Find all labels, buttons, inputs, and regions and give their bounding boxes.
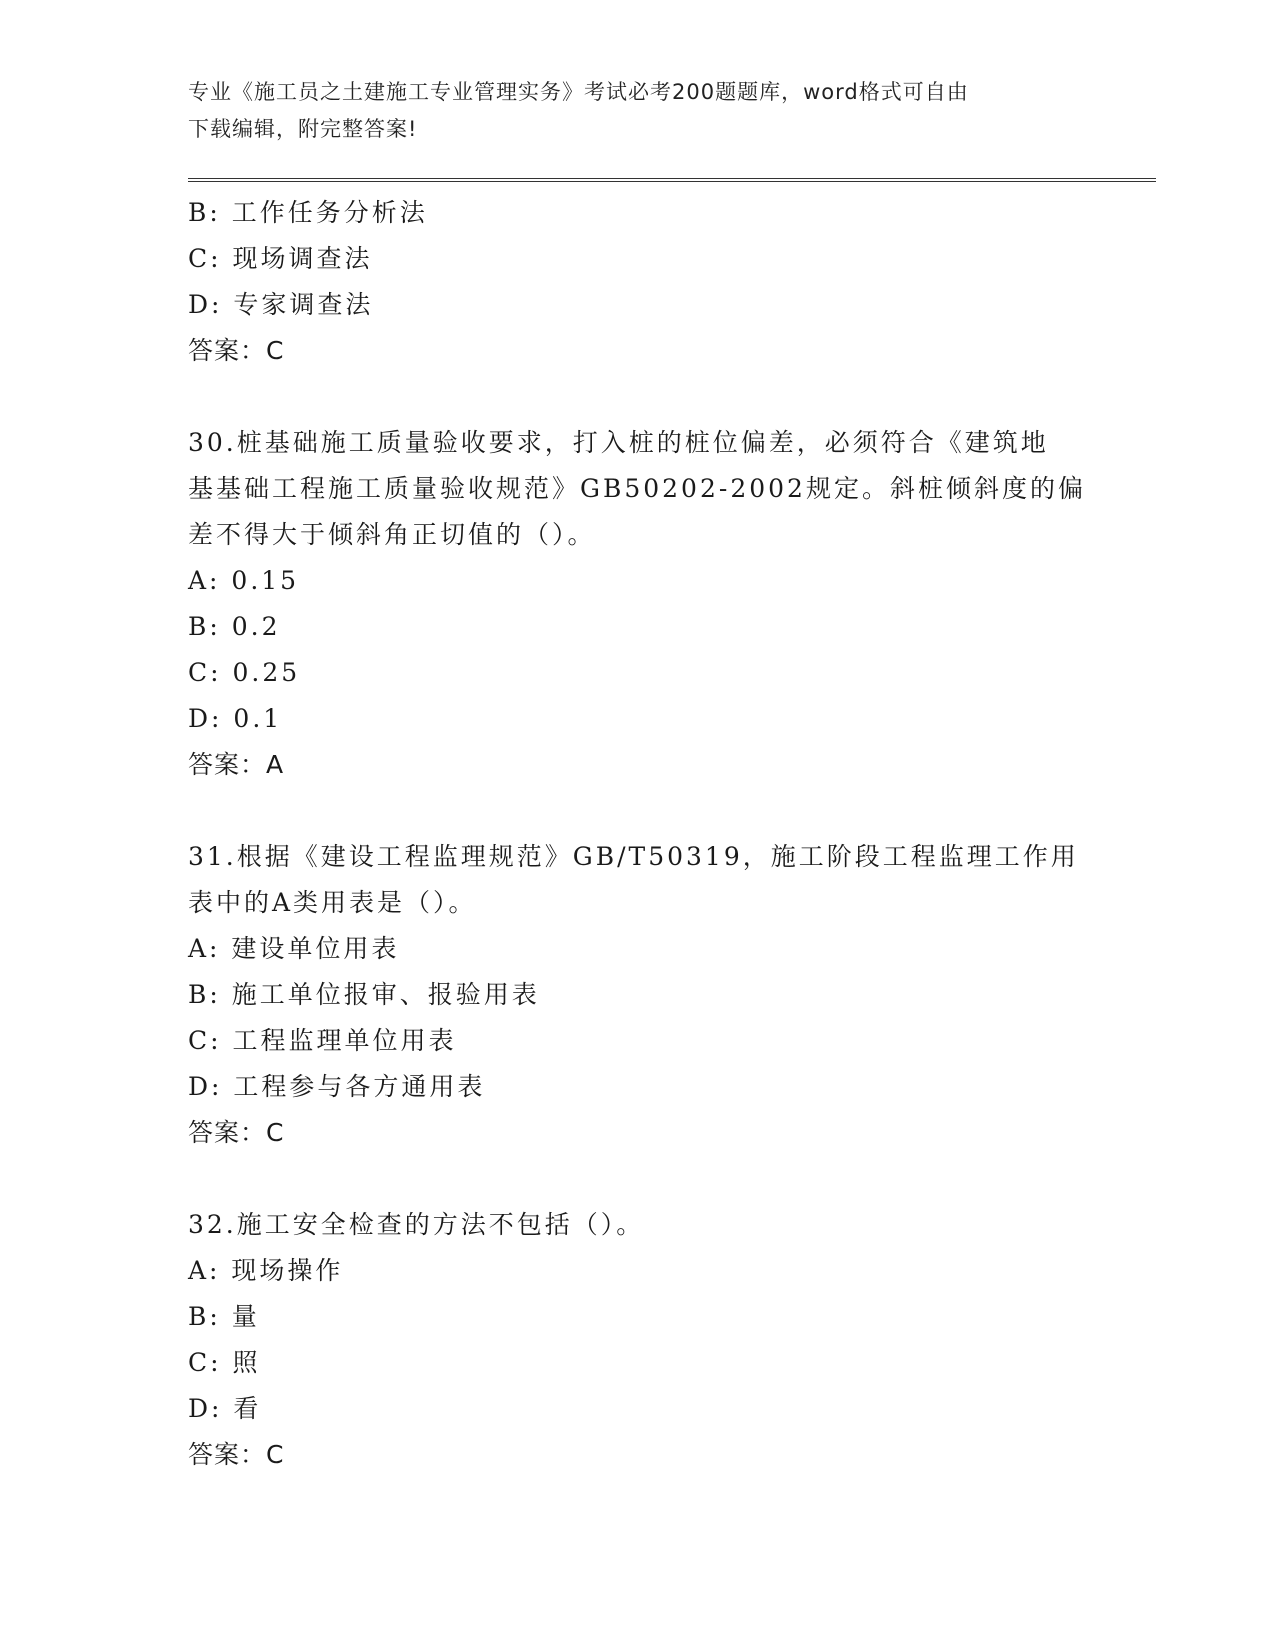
option-d: D: 专家调查法	[188, 290, 374, 319]
option-a: A: 建设单位用表	[188, 934, 400, 963]
option-b: B: 施工单位报审、报验用表	[188, 980, 540, 1009]
question-stem-line: 31.根据《建设工程监理规范》GB/T50319，施工阶段工程监理工作用	[188, 842, 1079, 871]
header-line-2: 下载编辑，附完整答案!	[188, 117, 418, 141]
document-header	[188, 74, 1068, 148]
answer-line: 答案：C	[188, 336, 285, 365]
option-a: A: 0.15	[188, 566, 300, 595]
question-stem-line: 表中的A类用表是（）。	[188, 888, 477, 917]
option-b: B: 0.2	[188, 612, 281, 641]
question-32	[188, 1202, 1088, 1478]
option-c: C: 工程监理单位用表	[188, 1026, 457, 1055]
question-29-continued	[188, 190, 1088, 374]
question-30	[188, 420, 1088, 788]
header-divider	[188, 178, 1156, 182]
question-list	[188, 190, 1088, 1478]
question-stem-line: 30.桩基础施工质量验收要求，打入桩的桩位偏差，必须符合《建筑地	[188, 428, 1049, 457]
option-b: B: 工作任务分析法	[188, 198, 428, 227]
option-c: C: 0.25	[188, 658, 301, 687]
question-stem-line: 基基础工程施工质量验收规范》GB50202-2002规定。斜桩倾斜度的偏	[188, 474, 1086, 503]
answer-line: 答案：C	[188, 1440, 285, 1469]
answer-line: 答案：A	[188, 750, 285, 779]
question-stem-line: 差不得大于倾斜角正切值的（）。	[188, 520, 596, 549]
header-line-1: 专业《施工员之土建施工专业管理实务》考试必考200题题库，word格式可自由	[188, 80, 969, 104]
option-d: D: 工程参与各方通用表	[188, 1072, 486, 1101]
option-c: C: 照	[188, 1348, 261, 1377]
option-a: A: 现场操作	[188, 1256, 344, 1285]
answer-line: 答案：C	[188, 1118, 285, 1147]
option-c: C: 现场调查法	[188, 244, 373, 273]
question-31	[188, 834, 1088, 1156]
option-d: D: 看	[188, 1394, 262, 1423]
option-d: D: 0.1	[188, 704, 283, 733]
question-stem-line: 32.施工安全检查的方法不包括（）。	[188, 1210, 645, 1239]
option-b: B: 量	[188, 1302, 260, 1331]
